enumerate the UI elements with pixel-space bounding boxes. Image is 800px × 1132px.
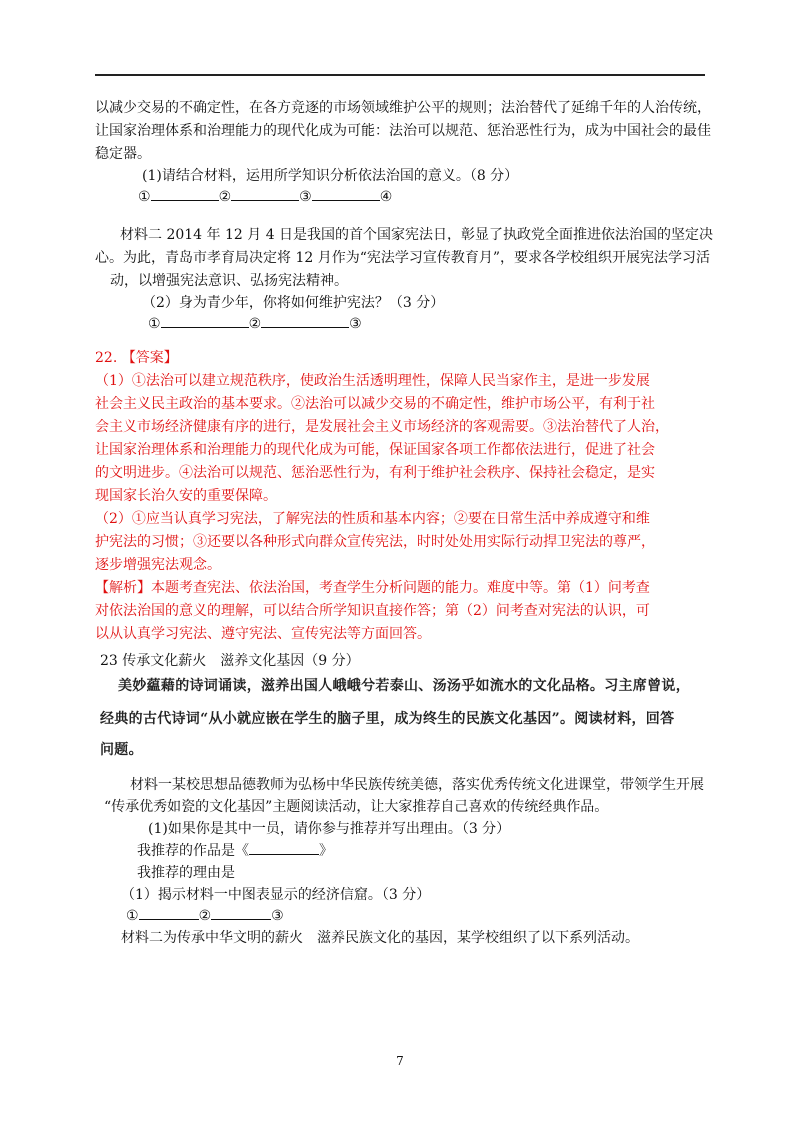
answer-line: （1）①法治可以建立规范秩序，使政治生活透明理性，保障人民当家作主，是进一步发展	[95, 373, 650, 389]
answer-heading: 22. 【答案】	[95, 350, 178, 366]
paragraph-line: 材料二 2014 年 12 月 4 日是我国的首个国家宪法日，彰显了执政党全面推进依法治国的坚定决	[120, 227, 714, 243]
page-number: 7	[396, 1054, 404, 1068]
answer-blank[interactable]	[312, 187, 380, 201]
answer-line: 的文明进步。④法治可以规范、惩治恶性行为，有利于维护社会秩序、保持社会稳定，是实	[95, 465, 655, 481]
analysis-line: 以从认真学习宪法、遵守宪法、宣传宪法等方面回答。	[95, 626, 431, 642]
paragraph-line: 动，以增强宪法意识、弘扬宪法精神。	[110, 273, 348, 289]
paragraph-line: 心。为此，青岛市孝育局决定将 12 月作为“宪法学习宣传教育月”，要求各学校组织开展宪法学习活	[95, 250, 711, 266]
answer-line: 护宪法的习惯；③还要以各种形式向群众宣传宪法，时时处处用实际行动捍卫宪法的尊严，	[95, 534, 655, 550]
answer-blank[interactable]	[261, 314, 349, 328]
analysis-line: 【解析】本题考查宪法、依法治国，考查学生分析问题的能力。难度中等。第（1）问考查	[95, 580, 650, 596]
answer-line: （2）①应当认真学习宪法，了解宪法的性质和基本内容；②要在日常生活中养成遵守和维	[95, 511, 650, 527]
answer-blanks-q1: ① ② ③ ④	[138, 189, 393, 205]
paragraph-line: “传承优秀如瓷的文化基因”主题阅读活动，让大家推荐自己喜欢的传统经典作品。	[104, 799, 609, 815]
paragraph-line: 稳定器。	[95, 146, 151, 162]
paragraph-line: 材料二为传承中华文明的薪火 滋养民族文化的基因，某学校组织了以下系列活动。	[121, 930, 639, 946]
recommend-blank[interactable]	[249, 841, 319, 855]
answer-line: 会主义市场经济健康有序的进行，是发展社会主义市场经济的客观需要。③法治替代了人治，	[95, 419, 669, 435]
paragraph-line: 让国家治理体系和治理能力的现代化成为可能：法治可以规范、惩治恶性行为，成为中国社会的最佳	[95, 123, 711, 139]
answer-line: 让国家治理体系和治理能力的现代化成为可能，保证国家各项工作都依法进行，促进了社会	[95, 442, 655, 458]
reason-line: 我推荐的理由是	[137, 865, 235, 881]
answer-blank[interactable]	[211, 906, 271, 920]
paragraph-line: 以减少交易的不确定性，在各方竞逐的市场领域维护公平的规则；法治替代了延绵千年的人治传统，	[95, 100, 711, 116]
answer-blank[interactable]	[139, 906, 199, 920]
answer-blanks-q2: ① ② ③	[148, 316, 362, 332]
scanned-text-line: 美妙藴藉的诗词诵读，滋养出国人峨峨兮若泰山、汤汤乎如流水的文化品格。习主席曾说，	[118, 678, 690, 694]
answer-blank[interactable]	[161, 314, 249, 328]
question-23-title: 23 传承文化薪火 滋养文化基因（9 分）	[100, 653, 360, 669]
answer-blank[interactable]	[151, 187, 219, 201]
recommend-line: 我推荐的作品是《 》	[137, 843, 333, 859]
question-2: （2）身为青少年，你将如何维护宪法？（3 分）	[142, 295, 445, 311]
paragraph-line: 材料一某校思想品德教师为弘杨中华民族传统美德，落实优秀传统文化进课堂，带领学生开展	[130, 777, 704, 793]
answer-line: 逐步增强宪法观念。	[95, 557, 221, 573]
scanned-text-line: 问题。	[100, 742, 143, 758]
answer-line: 现国家长治久安的重要保障。	[95, 488, 277, 504]
question-chart: （1）揭示材料一中图表显示的经济信窟。（3 分）	[121, 887, 431, 903]
answer-line: 社会主义民主政治的基本要求。②法治可以减少交易的不确定性，维护市场公平，有利于社	[95, 396, 655, 412]
question-1: (1)请结合材料，运用所学知识分析依法治国的意义。（8 分）	[142, 168, 519, 184]
answer-blanks-chart: ① ② ③	[126, 908, 284, 924]
scanned-text-line: 经典的古代诗词“从小就应嵌在学生的脑子里，成为终生的民族文化基因”。阅读材料，回答	[100, 711, 675, 727]
question-23-1: (1)如果你是其中一员，请你参与推荐并写出理由。（3 分）	[148, 821, 511, 837]
answer-blank[interactable]	[231, 187, 299, 201]
header-rule	[95, 74, 705, 76]
analysis-line: 对依法治国的意义的理解，可以结合所学知识直接作答；第（2）问考查对宪法的认识，可	[95, 603, 650, 619]
